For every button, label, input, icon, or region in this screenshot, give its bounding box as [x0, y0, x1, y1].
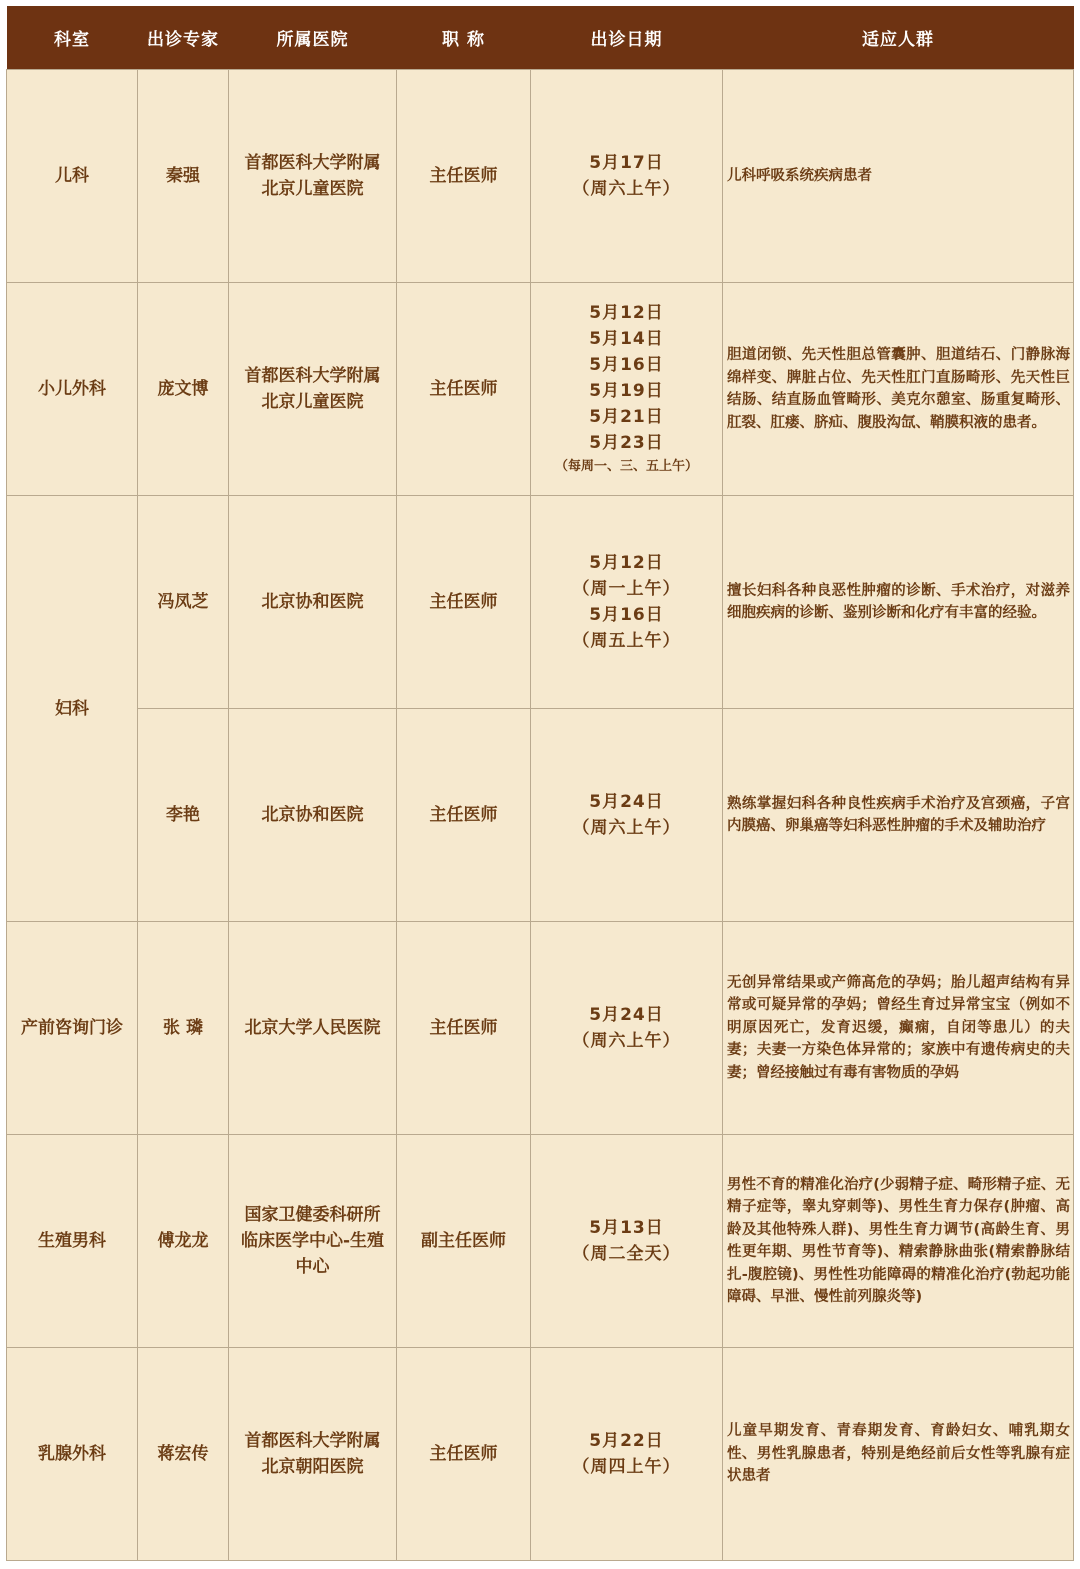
- header-date: 出诊日期: [531, 6, 723, 70]
- hospital-line: 北京协和医院: [261, 592, 364, 612]
- hospital-line: 中心: [295, 1257, 330, 1277]
- department-cell: 产前咨询门诊: [7, 922, 138, 1135]
- date-line: （周五上午）: [572, 631, 681, 651]
- hospital-cell: [229, 922, 397, 1135]
- population-cell: 胆道闭锁、先天性胆总管囊肿、胆道结石、门静脉海绵样变、脾脏占位、先天性肛门直肠畸形、先天性巨结肠、结直肠血管畸形、美克尔憩室、肠重复畸形、肛裂、肛瘘、脐疝、腹股沟氙、鞘膜积液的患者。: [723, 283, 1074, 496]
- hospital-cell: [229, 709, 397, 922]
- department-cell: 乳腺外科: [7, 1348, 138, 1561]
- table-row: [7, 1348, 1074, 1561]
- date-line: （周一上午）: [572, 579, 681, 599]
- department-cell: 生殖男科: [7, 1135, 138, 1348]
- table-row: [7, 70, 1074, 283]
- title-cell: 主任医师: [397, 1348, 531, 1561]
- expert-cell: 蒋宏传: [138, 1348, 229, 1561]
- title-cell: 主任医师: [397, 70, 531, 283]
- date-line: 5月21日: [589, 407, 664, 427]
- hospital-line: 国家卫健委科研所: [244, 1205, 381, 1225]
- header-expert: 出诊专家: [138, 6, 229, 70]
- date-line: 5月12日: [589, 553, 664, 573]
- title-cell: 主任医师: [397, 496, 531, 709]
- header-population: 适应人群: [723, 6, 1074, 70]
- date-cell: [531, 70, 723, 283]
- table-header-row: [7, 6, 1074, 70]
- population-cell: 男性不育的精准化治疗(少弱精子症、畸形精子症、无精子症等，睾丸穿刺等)、男性生育力保存(肿瘤、高龄及其他特殊人群)、男性生育力调节(高龄生育、男性更年期、男性节育等)、精索静脉曲张(精索静脉结扎-腹腔镜)、男性性功能障碍的精准化治疗(勃起功能障碍、早泄、慢性前列腺炎等): [723, 1135, 1074, 1348]
- expert-cell: 傅龙龙: [138, 1135, 229, 1348]
- date-cell: [531, 709, 723, 922]
- table-row: [7, 709, 1074, 922]
- hospital-line: 首都医科大学附属: [244, 1431, 381, 1451]
- hospital-line: 北京朝阳医院: [261, 1457, 364, 1477]
- clinic-schedule-table: [6, 6, 1074, 1561]
- date-cell: [531, 496, 723, 709]
- date-line: 5月17日: [589, 153, 664, 173]
- date-line: 5月22日: [589, 1431, 664, 1451]
- date-cell: [531, 1135, 723, 1348]
- expert-cell: 庞文博: [138, 283, 229, 496]
- date-cell: [531, 283, 723, 496]
- department-cell: 妇科: [7, 496, 138, 922]
- table-row: [7, 283, 1074, 496]
- date-line: 5月23日: [589, 433, 664, 453]
- date-note: （每周一、三、五上午）: [554, 459, 698, 474]
- hospital-cell: [229, 283, 397, 496]
- date-line: 5月19日: [589, 381, 664, 401]
- title-cell: 主任医师: [397, 922, 531, 1135]
- population-cell: 熟练掌握妇科各种良性疾病手术治疗及宫颈癌，子宫内膜癌、卵巢癌等妇科恶性肿瘤的手术及辅助治疗: [723, 709, 1074, 922]
- date-line: （周六上午）: [572, 1031, 681, 1051]
- date-line: 5月13日: [589, 1218, 664, 1238]
- header-hospital: 所属医院: [229, 6, 397, 70]
- date-line: 5月16日: [589, 355, 664, 375]
- date-cell: [531, 1348, 723, 1561]
- department-cell: 儿科: [7, 70, 138, 283]
- expert-cell: 李艳: [138, 709, 229, 922]
- hospital-cell: [229, 70, 397, 283]
- date-line: 5月24日: [589, 1005, 664, 1025]
- expert-cell: 秦强: [138, 70, 229, 283]
- hospital-line: 首都医科大学附属: [244, 366, 381, 386]
- title-cell: 主任医师: [397, 283, 531, 496]
- title-cell: 副主任医师: [397, 1135, 531, 1348]
- hospital-line: 北京儿童医院: [261, 179, 364, 199]
- population-cell: 儿童早期发育、青春期发育、育龄妇女、哺乳期女性、男性乳腺患者，特别是绝经前后女性等乳腺有症状患者: [723, 1348, 1074, 1561]
- hospital-cell: [229, 496, 397, 709]
- date-line: （周六上午）: [572, 818, 681, 838]
- department-cell: 小儿外科: [7, 283, 138, 496]
- date-line: 5月16日: [589, 605, 664, 625]
- table-row: [7, 1135, 1074, 1348]
- date-line: （周二全天）: [572, 1244, 681, 1264]
- date-line: 5月12日: [589, 303, 664, 323]
- title-cell: 主任医师: [397, 709, 531, 922]
- table-row: [7, 922, 1074, 1135]
- hospital-line: 首都医科大学附属: [244, 153, 381, 173]
- schedule-table-wrapper: [6, 6, 1073, 1561]
- expert-cell: 张 璘: [138, 922, 229, 1135]
- date-line: （周六上午）: [572, 179, 681, 199]
- hospital-line: 北京大学人民医院: [244, 1018, 381, 1038]
- hospital-line: 北京协和医院: [261, 805, 364, 825]
- date-line: 5月24日: [589, 792, 664, 812]
- hospital-cell: [229, 1135, 397, 1348]
- population-cell: 擅长妇科各种良恶性肿瘤的诊断、手术治疗，对滋养细胞疾病的诊断、鉴别诊断和化疗有丰富的经验。: [723, 496, 1074, 709]
- table-row: [7, 496, 1074, 709]
- hospital-line: 北京儿童医院: [261, 392, 364, 412]
- expert-cell: 冯凤芝: [138, 496, 229, 709]
- date-cell: [531, 922, 723, 1135]
- header-title: 职 称: [397, 6, 531, 70]
- date-line: （周四上午）: [572, 1457, 681, 1477]
- population-cell: 无创异常结果或产筛高危的孕妈；胎儿超声结构有异常或可疑异常的孕妈；曾经生育过异常宝宝（例如不明原因死亡，发育迟缓，癫痫，自闭等患儿）的夫妻；夫妻一方染色体异常的；家族中有遗传病史的夫妻；曾经接触过有毒有害物质的孕妈: [723, 922, 1074, 1135]
- population-cell: 儿科呼吸系统疾病患者: [723, 70, 1074, 283]
- hospital-cell: [229, 1348, 397, 1561]
- hospital-line: 临床医学中心-生殖: [240, 1231, 385, 1251]
- date-line: 5月14日: [589, 329, 664, 349]
- header-department: 科室: [7, 6, 138, 70]
